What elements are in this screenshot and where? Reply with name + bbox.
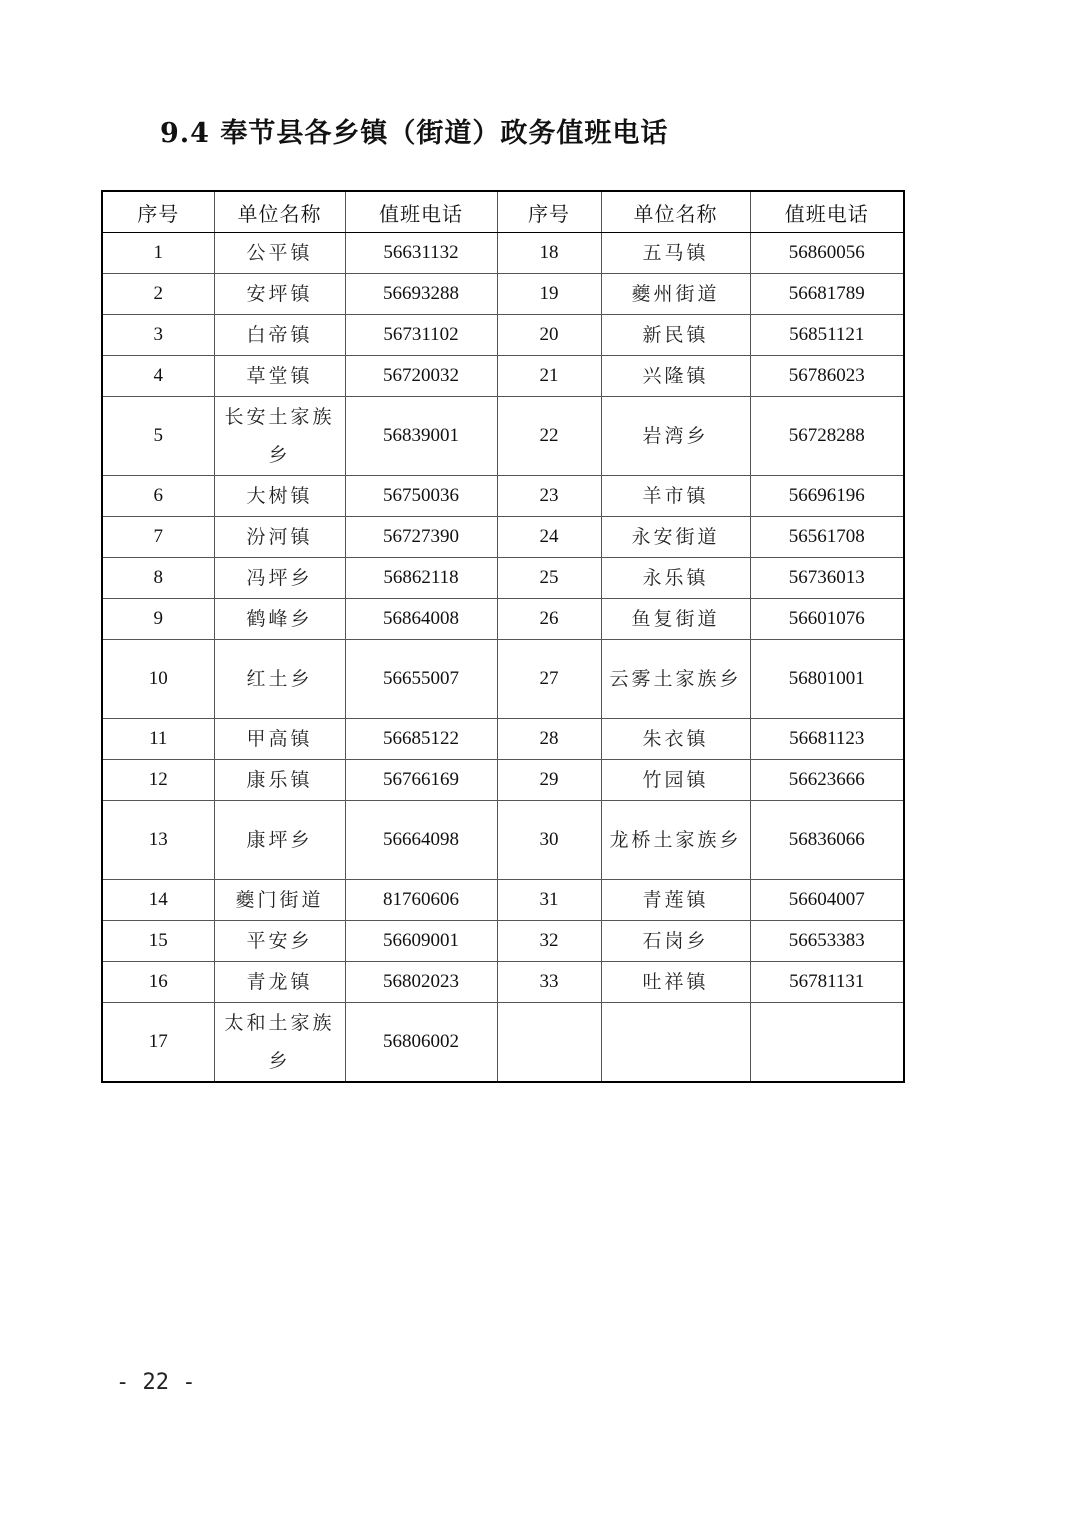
unit-name-cell: 新民镇 <box>601 315 750 356</box>
serial-cell: 11 <box>102 719 214 760</box>
table-row <box>102 558 904 599</box>
duty-phone-cell: 56766169 <box>345 760 497 801</box>
page-title: 9.4 奉节县各乡镇（街道）政务值班电话 <box>160 118 669 149</box>
unit-name-cell: 青莲镇 <box>601 880 750 921</box>
duty-phone-cell: 56862118 <box>345 558 497 599</box>
serial-cell: 32 <box>497 921 601 962</box>
table-row <box>102 1003 904 1083</box>
table-row <box>102 880 904 921</box>
unit-name-cell: 太和土家族乡 <box>214 1003 345 1083</box>
unit-name-cell: 康乐镇 <box>214 760 345 801</box>
unit-name-cell: 红土乡 <box>214 640 345 719</box>
serial-cell: 9 <box>102 599 214 640</box>
unit-name-cell: 石岗乡 <box>601 921 750 962</box>
duty-phone-cell: 56786023 <box>750 356 904 397</box>
serial-cell: 19 <box>497 274 601 315</box>
unit-name-cell: 夔州街道 <box>601 274 750 315</box>
unit-name-cell: 龙桥土家族乡 <box>601 801 750 880</box>
duty-phone-table-container <box>101 190 903 1083</box>
duty-phone-cell: 56631132 <box>345 233 497 274</box>
header-serial-right: 序号 <box>497 191 601 233</box>
serial-cell: 14 <box>102 880 214 921</box>
duty-phone-cell: 56693288 <box>345 274 497 315</box>
duty-phone-table <box>101 190 905 1083</box>
unit-name-cell: 长安土家族乡 <box>214 397 345 476</box>
duty-phone-cell: 56839001 <box>345 397 497 476</box>
duty-phone-cell: 56781131 <box>750 962 904 1003</box>
unit-name-cell: 草堂镇 <box>214 356 345 397</box>
unit-name-cell: 岩湾乡 <box>601 397 750 476</box>
serial-cell: 1 <box>102 233 214 274</box>
serial-cell: 2 <box>102 274 214 315</box>
serial-cell: 10 <box>102 640 214 719</box>
header-duty-phone-right: 值班电话 <box>750 191 904 233</box>
duty-phone-cell: 56836066 <box>750 801 904 880</box>
unit-name-cell: 大树镇 <box>214 476 345 517</box>
serial-cell: 25 <box>497 558 601 599</box>
serial-cell: 33 <box>497 962 601 1003</box>
serial-cell: 6 <box>102 476 214 517</box>
serial-cell: 29 <box>497 760 601 801</box>
duty-phone-cell: 56802023 <box>345 962 497 1003</box>
unit-name-cell: 冯坪乡 <box>214 558 345 599</box>
table-row <box>102 517 904 558</box>
serial-cell: 17 <box>102 1003 214 1083</box>
table-row <box>102 476 904 517</box>
duty-phone-cell: 56609001 <box>345 921 497 962</box>
duty-phone-cell: 56860056 <box>750 233 904 274</box>
serial-cell: 4 <box>102 356 214 397</box>
duty-phone-cell: 56623666 <box>750 760 904 801</box>
duty-phone-cell: 81760606 <box>345 880 497 921</box>
duty-phone-cell: 56681123 <box>750 719 904 760</box>
duty-phone-cell: 56864008 <box>345 599 497 640</box>
serial-cell: 5 <box>102 397 214 476</box>
serial-cell: 15 <box>102 921 214 962</box>
serial-cell: 27 <box>497 640 601 719</box>
serial-cell: 24 <box>497 517 601 558</box>
serial-cell: 7 <box>102 517 214 558</box>
unit-name-cell: 竹园镇 <box>601 760 750 801</box>
duty-phone-cell: 56561708 <box>750 517 904 558</box>
unit-name-cell: 羊市镇 <box>601 476 750 517</box>
table-row <box>102 274 904 315</box>
unit-name-cell: 汾河镇 <box>214 517 345 558</box>
duty-phone-cell: 56604007 <box>750 880 904 921</box>
duty-phone-cell: 56731102 <box>345 315 497 356</box>
duty-phone-cell: 56727390 <box>345 517 497 558</box>
serial-cell: 26 <box>497 599 601 640</box>
table-header-row <box>102 191 904 233</box>
unit-name-cell: 公平镇 <box>214 233 345 274</box>
header-unit-name-left: 单位名称 <box>214 191 345 233</box>
duty-phone-cell <box>750 1003 904 1083</box>
unit-name-cell: 安坪镇 <box>214 274 345 315</box>
unit-name-cell: 五马镇 <box>601 233 750 274</box>
unit-name-cell: 甲高镇 <box>214 719 345 760</box>
serial-cell: 3 <box>102 315 214 356</box>
serial-cell: 8 <box>102 558 214 599</box>
table-row <box>102 801 904 880</box>
serial-cell: 22 <box>497 397 601 476</box>
header-serial-left: 序号 <box>102 191 214 233</box>
duty-phone-cell: 56664098 <box>345 801 497 880</box>
duty-phone-cell: 56851121 <box>750 315 904 356</box>
serial-cell: 18 <box>497 233 601 274</box>
serial-cell: 20 <box>497 315 601 356</box>
duty-phone-cell: 56728288 <box>750 397 904 476</box>
header-duty-phone-left: 值班电话 <box>345 191 497 233</box>
unit-name-cell <box>601 1003 750 1083</box>
unit-name-cell: 鹤峰乡 <box>214 599 345 640</box>
table-row <box>102 962 904 1003</box>
duty-phone-cell: 56655007 <box>345 640 497 719</box>
table-row <box>102 640 904 719</box>
unit-name-cell: 白帝镇 <box>214 315 345 356</box>
serial-cell: 31 <box>497 880 601 921</box>
table-row <box>102 760 904 801</box>
duty-phone-cell: 56653383 <box>750 921 904 962</box>
table-row <box>102 921 904 962</box>
unit-name-cell: 朱衣镇 <box>601 719 750 760</box>
page-number: - 22 - <box>116 1370 196 1395</box>
duty-phone-cell: 56720032 <box>345 356 497 397</box>
duty-phone-cell: 56681789 <box>750 274 904 315</box>
duty-phone-cell: 56685122 <box>345 719 497 760</box>
unit-name-cell: 鱼复街道 <box>601 599 750 640</box>
duty-phone-cell: 56696196 <box>750 476 904 517</box>
serial-cell: 30 <box>497 801 601 880</box>
table-row <box>102 397 904 476</box>
unit-name-cell: 平安乡 <box>214 921 345 962</box>
unit-name-cell: 吐祥镇 <box>601 962 750 1003</box>
serial-cell: 28 <box>497 719 601 760</box>
duty-phone-cell: 56801001 <box>750 640 904 719</box>
serial-cell: 23 <box>497 476 601 517</box>
table-row <box>102 315 904 356</box>
table-row <box>102 719 904 760</box>
header-unit-name-right: 单位名称 <box>601 191 750 233</box>
serial-cell: 13 <box>102 801 214 880</box>
duty-phone-cell: 56736013 <box>750 558 904 599</box>
unit-name-cell: 康坪乡 <box>214 801 345 880</box>
unit-name-cell: 永乐镇 <box>601 558 750 599</box>
table-row <box>102 233 904 274</box>
unit-name-cell: 永安街道 <box>601 517 750 558</box>
duty-phone-cell: 56806002 <box>345 1003 497 1083</box>
unit-name-cell: 夔门街道 <box>214 880 345 921</box>
table-row <box>102 356 904 397</box>
duty-phone-cell: 56601076 <box>750 599 904 640</box>
serial-cell: 16 <box>102 962 214 1003</box>
table-body <box>102 233 904 1083</box>
unit-name-cell: 兴隆镇 <box>601 356 750 397</box>
serial-cell: 12 <box>102 760 214 801</box>
serial-cell: 21 <box>497 356 601 397</box>
unit-name-cell: 云雾土家族乡 <box>601 640 750 719</box>
serial-cell <box>497 1003 601 1083</box>
unit-name-cell: 青龙镇 <box>214 962 345 1003</box>
duty-phone-cell: 56750036 <box>345 476 497 517</box>
table-row <box>102 599 904 640</box>
